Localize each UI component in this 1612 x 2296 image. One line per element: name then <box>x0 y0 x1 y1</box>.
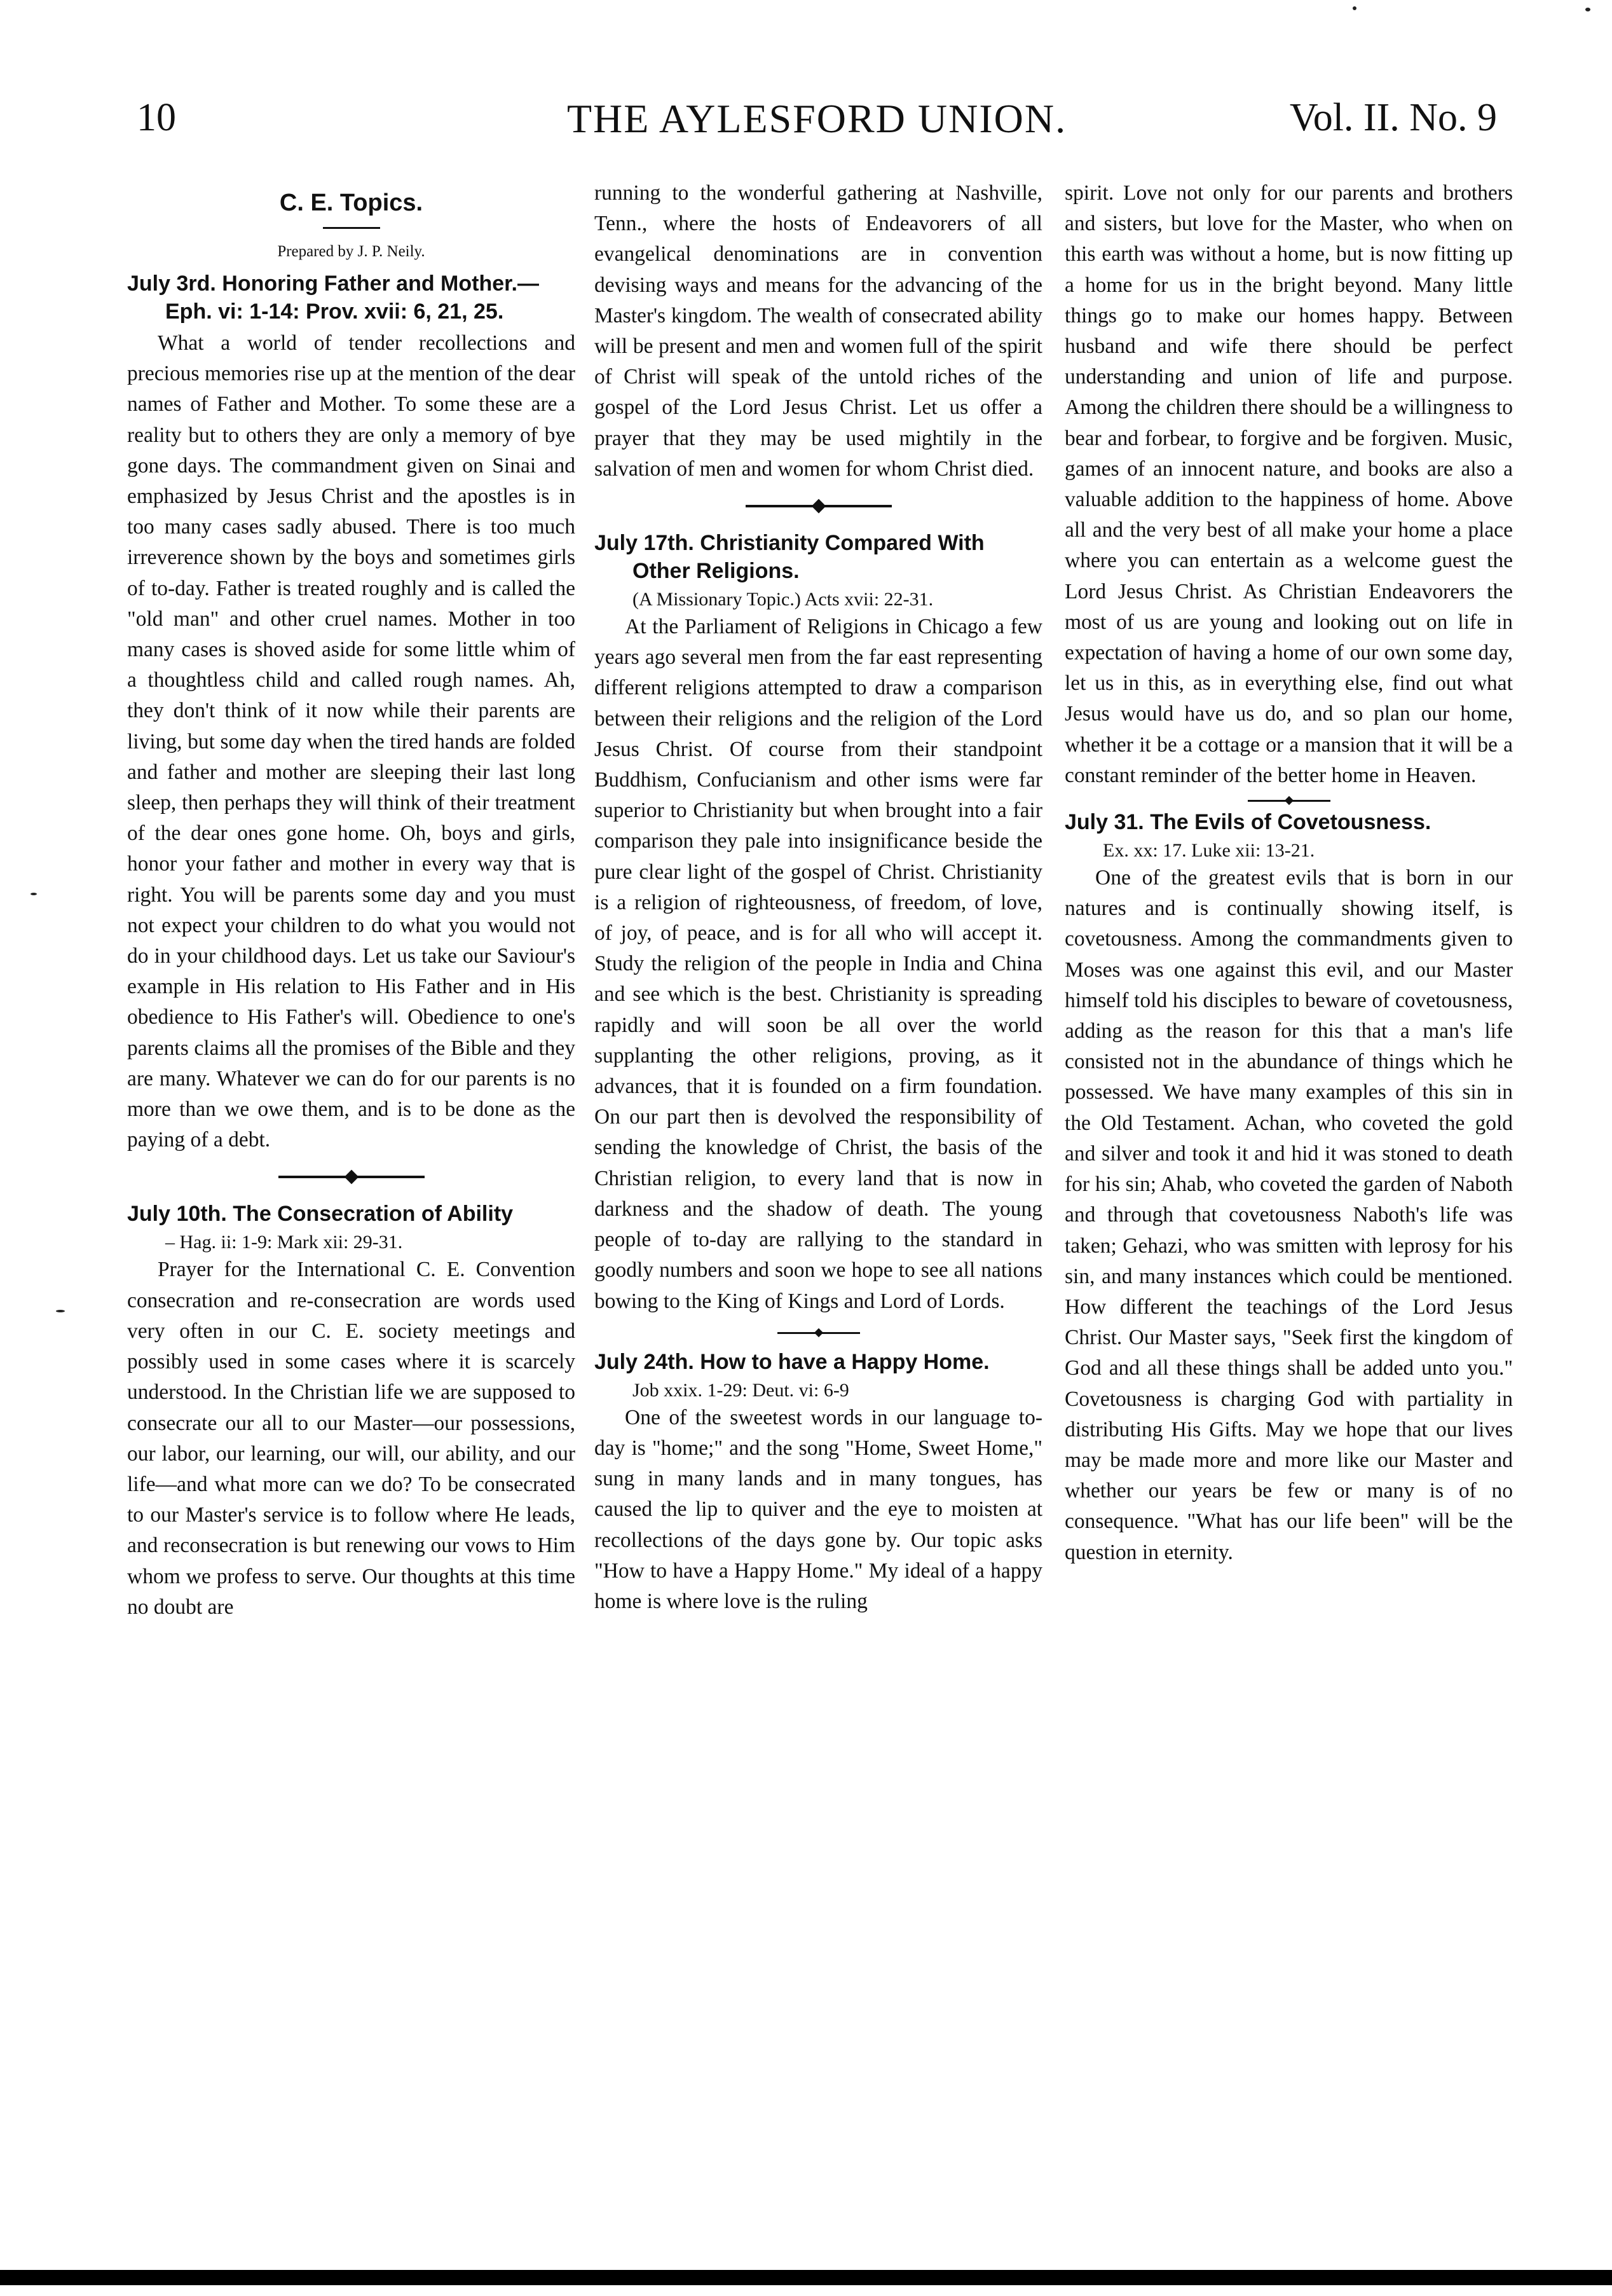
section-title-july-3: July 3rd. Honoring Father and Mother.—Eph. vi: 1-14: Prov. xvii: 6, 21, 25. <box>127 272 539 324</box>
section-divider <box>746 505 892 507</box>
column-3 <box>1065 178 1513 1577</box>
section-body-july-10: Prayer for the International C. E. Convention consecration and re-consecration are words used very often in our C. E. society meetings and possibly used in some cases where it is scarcely understood. In the Christian life we are supposed to consecrate our all to our Master—our possessions, our labor, our learning, our will, our ability, and our life—and what more can we do? To be consecrated to our Master's service is to follow where He leads, and reconsecration is but renewing our vows to Him whom we profess to serve. Our thoughts at this time no doubt are <box>127 1258 575 1619</box>
section-body-july-3: What a world of tender recollections and precious memories rise up at the mention of the dear names of Father and Mother. To some these are a reality but to others they are only a memory of bye gone days. The commandment given on Sinai and emphasized by Jesus Christ and the apostles is in too many cases sadly abused. There is too much irreverence shown by the boys and sometimes girls of to-day. Father is treated roughly and is called the "old man" and other cruel names. Mother in too many cases is shoved aside for some little whim of a thoughtless child and called rough names. Ah, they don't think of it now while their parents are living, but some day when the tired hands are folded and father and mother are sleeping their last long sleep, then perhaps they will think of their treatment of the dear ones gone home. Oh, boys and girls, honor your father and mother in every way that is right. You will be parents some day and you must not expect your children to do what you would not do in your childhood days. Let us take our Saviour's example in His relation to His Father and in His obedience to His Father's will. Obedience to one's parents claims all the promises of the Bible and they are many. Whatever we can do for our parents is no more than we owe them, and is to be done as the paying of a debt. <box>127 331 575 1152</box>
section-body-july-31: One of the greatest evils that is born in our natures and is continually showing itself, is covetousness. Among the commandments given to Moses was one against this evil, and our Master himself told his disciples to beware of covetousness, adding as the reason for this that a man's life consisted not in the abundance of things which he possessed. We have many examples of this sin in the Old Testament. Achan, who coveted the gold and silver and took it and hid it was stoned to death for his sin; Ahab, who coveted the garden of Naboth and through that covetousness Naboth's life was taken; Gehazi, who was smitten with leprosy for his sin, and many instances which could be mentioned. How different the teachings of the Lord Jesus Christ. Our Master says, "Seek first the kingdom of God and all these things shall be added unto you." Covetousness is charging God with partiality in distributing His Gifts. May we hope that our lives may be made more and more like our Master and whether our years be few or many is of no consequence. "What has our life been" will be the question in eternity. <box>1065 866 1513 1564</box>
publication-title: THE AYLESFORD UNION. <box>566 96 1067 141</box>
section-title-july-31: July 31. The Evils of Covetousness. <box>1065 810 1431 835</box>
section-title-july-10: July 10th. The Consecration of Ability <box>127 1202 514 1227</box>
scan-speck <box>1353 6 1356 10</box>
page-header <box>137 95 1497 146</box>
heading-rule <box>323 227 380 229</box>
section-title-july-24: July 24th. How to have a Happy Home. <box>594 1349 990 1374</box>
section-ref-july-24: Job xxix. 1-29: Deut. vi: 6-9 <box>632 1379 849 1401</box>
section-divider <box>1248 800 1330 802</box>
section-body-july-17: At the Parliament of Religions in Chicago a few years ago several men from the far east representing different religions attempted to draw a comparison between their religions and the religion of the Lord Jesus Christ. Of course from their standpoint Buddhism, Confucianism and other isms were far superior to Christianity but when brought into a fair comparison they pale into insignificance beside the pure clear light of the gospel of Christ. Christianity is a religion of righteousness, of freedom, of love, of joy, of peace, and is for all who will accept it. Study the religion of the people in India and China and see which is the best. Christianity is spreading rapidly and will soon be all over the world supplanting the other religions, proving, as it advances, that it is founded on a firm foundation. On our part then is devolved the responsibility of sending the knowledge of Christ, the basis of the Christian religion, to every land that is now in darkness and the shadow of death. The young people of to-day are rallying to the standard in goodly numbers and soon we hope to see all nations bowing to the King of Kings and Lord of Lords. <box>594 615 1042 1313</box>
section-title-july-17: July 17th. Christianity Compared With Other Religions. <box>594 531 985 584</box>
scan-speck <box>1585 8 1590 11</box>
scan-speck <box>56 1310 65 1312</box>
scan-speck <box>31 893 37 895</box>
page-number: 10 <box>137 96 176 139</box>
section-divider <box>278 1176 425 1178</box>
section-ref-july-31: Ex. xx: 17. Luke xii: 13-21. <box>1103 840 1315 862</box>
section-ref-july-10: – Hag. ii: 1-9: Mark xii: 29-31. <box>165 1232 403 1253</box>
column-1 <box>127 178 575 1632</box>
section-ref-july-17: (A Missionary Topic.) Acts xvii: 22-31. <box>632 589 934 610</box>
topics-heading: C. E. Topics. <box>279 189 423 216</box>
section-body-july-24-continued: spirit. Love not only for our parents and brothers and sisters, but love for the Master, who when on this earth was without a home, but is now fitting up a home for us in the bright beyond. Many little things go to make our homes happy. Between husband and wife there should be perfect understanding and union of life and purpose. Among the children there should be a willingness to bear and forbear, to forgive and be forgiven. Music, games of an innocent nature, and books are also a valuable addition to the happiness of home. Above all and the very best of all make your home a place where you can entertain as a welcome guest the Lord Jesus Christ. As Christian Endeavorers the most of us are young and looking out on life in expectation of having a home of our own some day, let us in this, as in everything else, find out what Jesus would have us do, and so plan our home, whether it be a cottage or a mansion that it will be a constant reminder of the better home in Heaven. <box>1065 181 1513 787</box>
column-2 <box>594 178 1042 1626</box>
page-bottom-border <box>0 2270 1612 2285</box>
section-divider <box>777 1332 860 1334</box>
section-body-july-10-continued: running to the wonderful gathering at Nashville, Tenn., where the hosts of Endeavorers of all evangelical denominations are in convention devising ways and means for the advancing of the Master's kingdom. The wealth of consecrated ability will be present and men and women full of the spirit of Christ will speak of the untold riches of the gospel of the Lord Jesus Christ. Let us offer a prayer that they may be used mightily in the salvation of men and women for whom Christ died. <box>594 181 1042 481</box>
volume-number: Vol. II. No. 9 <box>1289 96 1497 139</box>
section-body-july-24: One of the sweetest words in our language to-day is "home;" and the song "Home, Sweet Home," sung in many lands and in many tongues, has caused the lip to quiver and the eye to moisten at recollections of the days gone by. Our topic asks "How to have a Happy Home." My ideal of a happy home is where love is the ruling <box>594 1405 1042 1613</box>
prepared-by: Prepared by J. P. Neily. <box>277 243 425 260</box>
